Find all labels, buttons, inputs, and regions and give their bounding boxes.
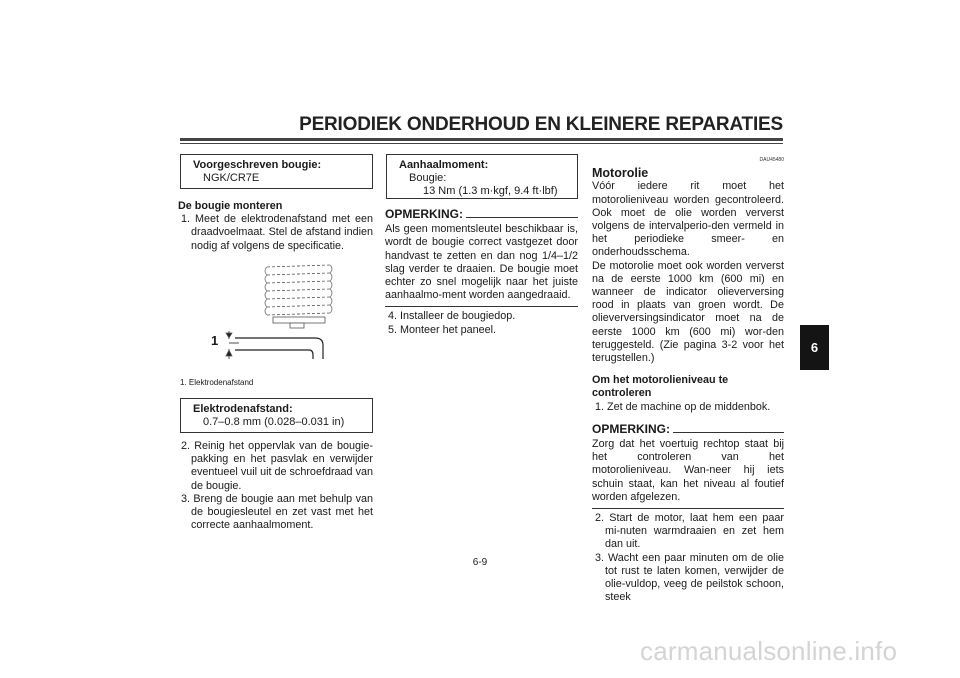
page-title: PERIODIEK ONDERHOUD EN KLEINERE REPARATIES	[299, 114, 783, 135]
left-step-2: 2. Reinig het oppervlak van de bougie-pakking en het pasvlak en verwijder eventueel vuil uit de schroefdraad van de bougie.	[181, 440, 373, 492]
torque-spec-box	[386, 154, 578, 199]
torque-box-value: 13 Nm (1.3 m·kgf, 9.4 ft·lbf)	[423, 185, 558, 197]
right-step-2: 2. Start de motor, laat hem een paar mi-nuten warmdraaien en zet hem dan uit.	[595, 512, 784, 551]
right-step-1: 1. Zet de machine op de middenbok.	[595, 400, 771, 413]
torque-box-title: Aanhaalmoment:	[399, 159, 489, 171]
middle-column	[385, 208, 578, 337]
middle-note-text: Als geen momentsleutel beschikbaar is, wordt de bougie correct vastgezet door handvast te zetten en dan nog 1/4–1/2 slag verder te draaien. De bougie moet echter zo snel mogelijk naar het juiste aanhaalmo-ment worden aangedraaid.	[385, 223, 578, 302]
left-column	[178, 200, 373, 253]
right-step-3: 3. Wacht een paar minuten om de olie tot rust te laten komen, verwijder de olie-vuldop, veeg de peilstok schoon, steek	[595, 551, 784, 604]
left-column-lower	[178, 440, 373, 532]
middle-note-heading	[385, 208, 578, 221]
middle-note-end-rule	[385, 306, 578, 307]
section-code: DAU45480	[759, 157, 784, 163]
spec-box-title: Voorgeschreven bougie:	[193, 159, 322, 171]
figure-callout-1: 1	[211, 333, 219, 348]
spec-box-value: NGK/CR7E	[203, 172, 260, 184]
spark-plug-spec-box	[180, 154, 373, 189]
middle-step-5: 5. Monteer het paneel.	[388, 323, 497, 336]
mount-heading: De bougie monteren	[178, 200, 283, 212]
left-step-3: 3. Breng de bougie aan met behulp van de bougiesleutel en zet vast met het correcte aanhaalmoment.	[181, 492, 373, 532]
middle-step-4: 4. Installeer de bougiedop.	[388, 310, 516, 323]
gap-box-value: 0.7–0.8 mm (0.028–0.031 in)	[203, 416, 345, 428]
oil-level-subheading: Om het motorolieniveau te controleren	[592, 374, 729, 400]
right-note-title: OPMERKING:	[592, 421, 670, 436]
middle-note-title: OPMERKING:	[385, 207, 463, 221]
torque-box-sub: Bougie:	[409, 172, 447, 184]
right-para-1: Vóór iedere rit moet het motorolieniveau worden gecontroleerd. Ook moet de olie worden ververst volgens de intervalperio-den vermeld in het periodieke smeer- en onderhoudsschema.	[592, 180, 784, 259]
chapter-tab: 6	[800, 325, 829, 370]
title-rule-thin	[180, 143, 783, 144]
spark-plug-figure	[205, 255, 355, 365]
title-rule-thick	[180, 138, 783, 141]
right-para-2: De motorolie moet ook worden ververst na de eerste 1000 km (600 mi) en wanneer de indicator olieverversing rood in plaats van groen wordt. De olieverversingsindicator moet na de eerste 1000 km (600 mi) wor-den teruggesteld. (Zie pagina 3-2 voor het terugstellen.)	[592, 259, 784, 365]
right-note-end-rule	[592, 508, 784, 509]
figure-caption: 1. Elektrodenafstand	[180, 378, 254, 387]
right-note-heading	[592, 423, 784, 436]
right-note-text: Zorg dat het voertuig rechtop staat bij het controleren van het motorolieniveau. Wan-neer hij iets schuin staat, kan het niveau al foutief worden afgelezen.	[592, 438, 784, 503]
watermark: carmanualsonline.info	[640, 636, 898, 666]
electrode-gap-box	[180, 398, 373, 433]
gap-box-title: Elektrodenafstand:	[193, 403, 293, 415]
right-column	[592, 154, 784, 605]
left-step-1: 1. Meet de elektrodenafstand met een draadvoelmaat. Stel de afstand indien nodig af volgens de specificatie.	[181, 213, 373, 252]
page-number: 6-9	[472, 557, 488, 568]
motorolie-heading: Motorolie	[592, 166, 649, 181]
